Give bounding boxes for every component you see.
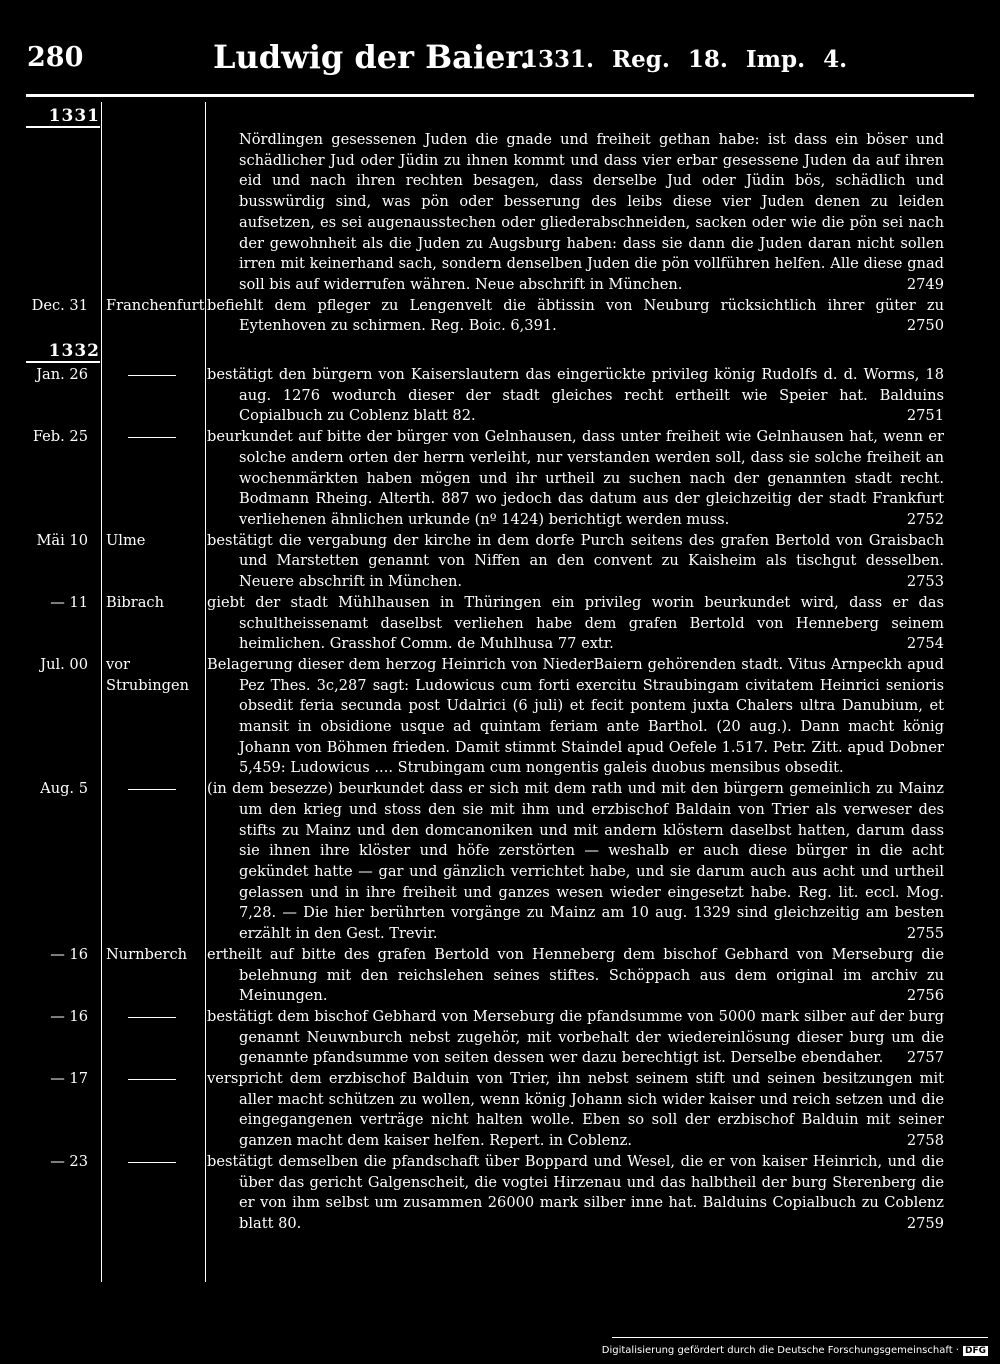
entry-text: [207, 655, 944, 779]
entry-date: — 17: [50, 1070, 88, 1088]
year-marker: [0, 337, 1000, 365]
entry-row: [0, 130, 1000, 296]
entry-date: Aug. 5: [40, 780, 88, 798]
entry-text: [207, 779, 944, 945]
entry-place: Bibrach: [106, 593, 164, 611]
header-rule: [26, 94, 974, 97]
entry-number: 2749: [906, 275, 944, 293]
entry-place: vor Strubingen: [106, 655, 190, 694]
ditto-dash: [128, 1079, 176, 1080]
header-reg: Reg. 18.: [612, 46, 728, 73]
entry-date: — 23: [50, 1152, 88, 1170]
entry-number: 2758: [906, 1132, 944, 1150]
running-meta: [522, 46, 847, 73]
entry-row: [0, 1007, 1000, 1069]
entry-text: [207, 531, 944, 593]
footer-rule: [612, 1337, 988, 1338]
entry-row: [0, 365, 1000, 427]
running-title: Ludwig der Baier.: [213, 38, 531, 76]
year-label: 1332: [48, 341, 100, 362]
entry-date: Feb. 25: [32, 428, 88, 446]
entry-body: ertheilt auf bitte des grafen Bertold von Henneberg dem bischof Gebhard von Merseburg die belehnung mit den reichslehen seines stiftes. Schöppach aus dem original im archiv zu Meinungen.: [207, 945, 944, 1005]
entry-text: [207, 1152, 944, 1235]
page-header: [25, 36, 975, 86]
entry-body: verspricht dem erzbischof Balduin von Trier, ihn nebst seinem stift und seinen besitzungen mit aller macht schützen zu wollen, wenn könig Johann sich wider kaiser und reich setzen und die eingegangenen verträge nicht halten wolle. Eben so soll der erzbischof Balduin mit seiner ganzen macht dem kaiser helfen. Repert. in Coblenz.: [207, 1070, 944, 1150]
entry-text: [207, 1007, 944, 1069]
entry-number: 2750: [906, 317, 944, 335]
entry-row: [0, 945, 1000, 1007]
footer: [602, 1345, 988, 1356]
entry-number: 2755: [906, 925, 944, 943]
entry-number: 2751: [906, 407, 944, 425]
ditto-dash: [128, 1162, 176, 1163]
entry-body: bestätigt demselben die pfandschaft über Boppard und Wesel, die er von kaiser Heinrich, und die über das gericht Galgenscheit, die vogtei Hirzenau und das halbtheil der burg Sterenberg die er von ihm selbst um zusammen 26000 mark silber inne hat. Balduins Copialbuch zu Coblenz blatt 80.: [207, 1152, 944, 1233]
entry-date: — 16: [50, 1007, 88, 1025]
entry-date: — 11: [50, 593, 88, 611]
entry-body: beurkundet auf bitte der bürger von Gelnhausen, dass unter freiheit wie Gelnhausen hat, wenn er solche andern orten der herrn verleiht, nur verstanden werden soll, dass sie solche freiheit an wochenmärkten haben mögen und ihr urtheil zu suchen nach der genannten stadt recht. Bodmann Rheing. Alterth. 887 wo jedoch das datum aus der gleichzeitig der stadt Frankfurt verliehenen ähnlichen urkunde (nº 1424) berichtigt werden muss.: [207, 428, 944, 528]
entry-date: Jan. 26: [36, 366, 88, 384]
year-underline: [26, 361, 100, 363]
ditto-dash: [128, 437, 176, 438]
entry-row: [0, 1152, 1000, 1235]
year-marker: [0, 102, 1000, 130]
entry-number: 2754: [906, 635, 944, 653]
entry-date: Jul. 00: [40, 655, 88, 673]
entry-body: Nördlingen gesessenen Juden die gnade und freiheit gethan habe: ist dass ein böser und schädlicher Jud oder Jüdin zu ihnen kommt und dass vier erbar gesessene Juden da auf ihren eid und nach ihren rechten besagen, dass derselbe Jud oder Jüdin bös, schädlich und busswürdig sind, was pön oder besserung des leibs diese vier Juden denen zu leiden aufsetzen, es sei augenausstechen oder gliederabschneiden, sacken oder wie die pön sei nach der gewohnheit als die Juden zu Augsburg haben: dass sie dann die Juden daran nicht sollen irren mit keinerhand sach, sondern denselben Juden die pön vollführen helfen. Alle diese gnad soll bis auf widerrufen währen. Neue abschrift in München.: [239, 131, 944, 293]
dfg-logo-icon: DFG: [964, 1346, 986, 1356]
entry-number: 2759: [906, 1215, 944, 1233]
entry-date: Dec. 31: [31, 296, 88, 314]
entry-number: 2757: [906, 1049, 944, 1067]
entry-text: [207, 365, 944, 427]
ditto-dash: [128, 1017, 176, 1018]
entry-number: 2752: [906, 511, 944, 529]
page-number: 280: [27, 42, 84, 73]
entry-text: [207, 1069, 944, 1152]
header-imp: Imp. 4.: [745, 46, 848, 73]
entry-number: 2753: [906, 573, 944, 591]
entry-body: giebt der stadt Mühlhausen in Thüringen ein privileg worin beurkundet wird, dass er das schultheissenamt daselbst verliehen habe dem grafen Bertold von Henneberg seinem heimlichen. Grasshof Comm. de Muhlhusa 77 extr.: [207, 593, 944, 653]
header-year: 1331.: [522, 46, 595, 73]
entry-row: [0, 593, 1000, 655]
entry-row: [0, 1069, 1000, 1152]
entry-place: Ulme: [106, 531, 146, 549]
entry-number: 2756: [906, 987, 944, 1005]
entry-row: [0, 655, 1000, 779]
ditto-dash: [128, 375, 176, 376]
entry-row: [0, 531, 1000, 593]
entry-body: bestätigt den bürgern von Kaiserslautern das eingerückte privileg könig Rudolfs d. d. Worms, 18 aug. 1276 wodurch dieser der stadt gleiches recht ertheilt wie Speier hat. Balduins Copialbuch zu Coblenz blatt 82.: [207, 366, 944, 425]
entry-date: Mäi 10: [36, 531, 88, 549]
ditto-dash: [128, 789, 176, 790]
year-label: 1331: [48, 106, 100, 126]
entry-row: [0, 779, 1000, 945]
entry-row: [0, 427, 1000, 531]
entry-text: [207, 945, 944, 1007]
entry-body: (in dem besezze) beurkundet dass er sich mit dem rath und mit den bürgern gemeinlich zu Mainz um den krieg und stoss den sie mit ihm und erzbischof Baldain von Trier als verweser des stifts zu Mainz und den domcanoniken und mit andern klöstern daselbst hatten, darum dass sie ihnen ihre klöster und höfe zerstörten — weshalb er auch diese bürger in die acht gekündet hatte — gar und gänzlich verrichtet habe, und sie darum auch aus acht und urtheil gelassen und in ihre freiheit und ganzes wesen wieder eingesetzt habe. Reg. lit. eccl. Mog. 7,28. — Die hier berührten vorgänge zu Mainz am 10 aug. 1329 sind gleichzeitig am besten erzählt in den Gest. Trevir.: [207, 780, 944, 943]
entry-date: — 16: [50, 945, 88, 963]
entry-body: bestätigt dem bischof Gebhard von Merseburg die pfandsumme von 5000 mark silber auf der burg genannt Neuwnburch nebst zugehör, mit vorbehalt der wiedereinlösung dieser burg um die genannte pfandsumme von seiten dessen wer dazu berechtigt ist. Derselbe ebendaher.: [207, 1007, 944, 1067]
entry-place: Franchenfurt: [106, 296, 205, 314]
entry-text: [207, 427, 944, 531]
entry-text: [207, 296, 944, 337]
entry-text: [207, 130, 944, 296]
footer-credit: Digitalisierung gefördert durch die Deutsche Forschungsgemeinschaft ·: [601, 1345, 959, 1356]
entry-text: [207, 593, 944, 655]
entry-row: [0, 296, 1000, 337]
entry-body: befiehlt dem pfleger zu Lengenvelt die äbtissin von Neuburg rücksichtlich ihrer güter zu Eytenhoven zu schirmen. Reg. Boic. 6,391.: [207, 296, 944, 335]
entry-place: Nurnberch: [106, 945, 188, 963]
entry-body: Belagerung dieser dem herzog Heinrich von NiederBaiern gehörenden stadt. Vitus Arnpeckh apud Pez Thes. 3c,287 sagt: Ludowicus cum forti exercitu Straubingam civitatem Heinrici senioris obsedit feria secunda post Udalrici (6 juli) et fecit pontem juxta Chalers ultra Danubium, et mansit in obsidione usque ad quintam feriam ante Barthol. (20 aug.). Dann macht könig Johann von Böhmen frieden. Damit stimmt Staindel apud Oefele 1.517. Petr. Zitt. apud Dobner 5,459: Ludowicus .... Strubingam cum nongentis galeis duobus mensibus obsedit.: [207, 655, 944, 777]
entry-body: bestätigt die vergabung der kirche in dem dorfe Purch seitens des grafen Bertold von Graisbach und Marstetten genannt von Niffen an den convent zu Kaisheim als tischgut desselben. Neuere abschrift in München.: [207, 531, 944, 591]
regesta-entries: [0, 102, 1000, 1235]
year-underline: [26, 126, 100, 128]
